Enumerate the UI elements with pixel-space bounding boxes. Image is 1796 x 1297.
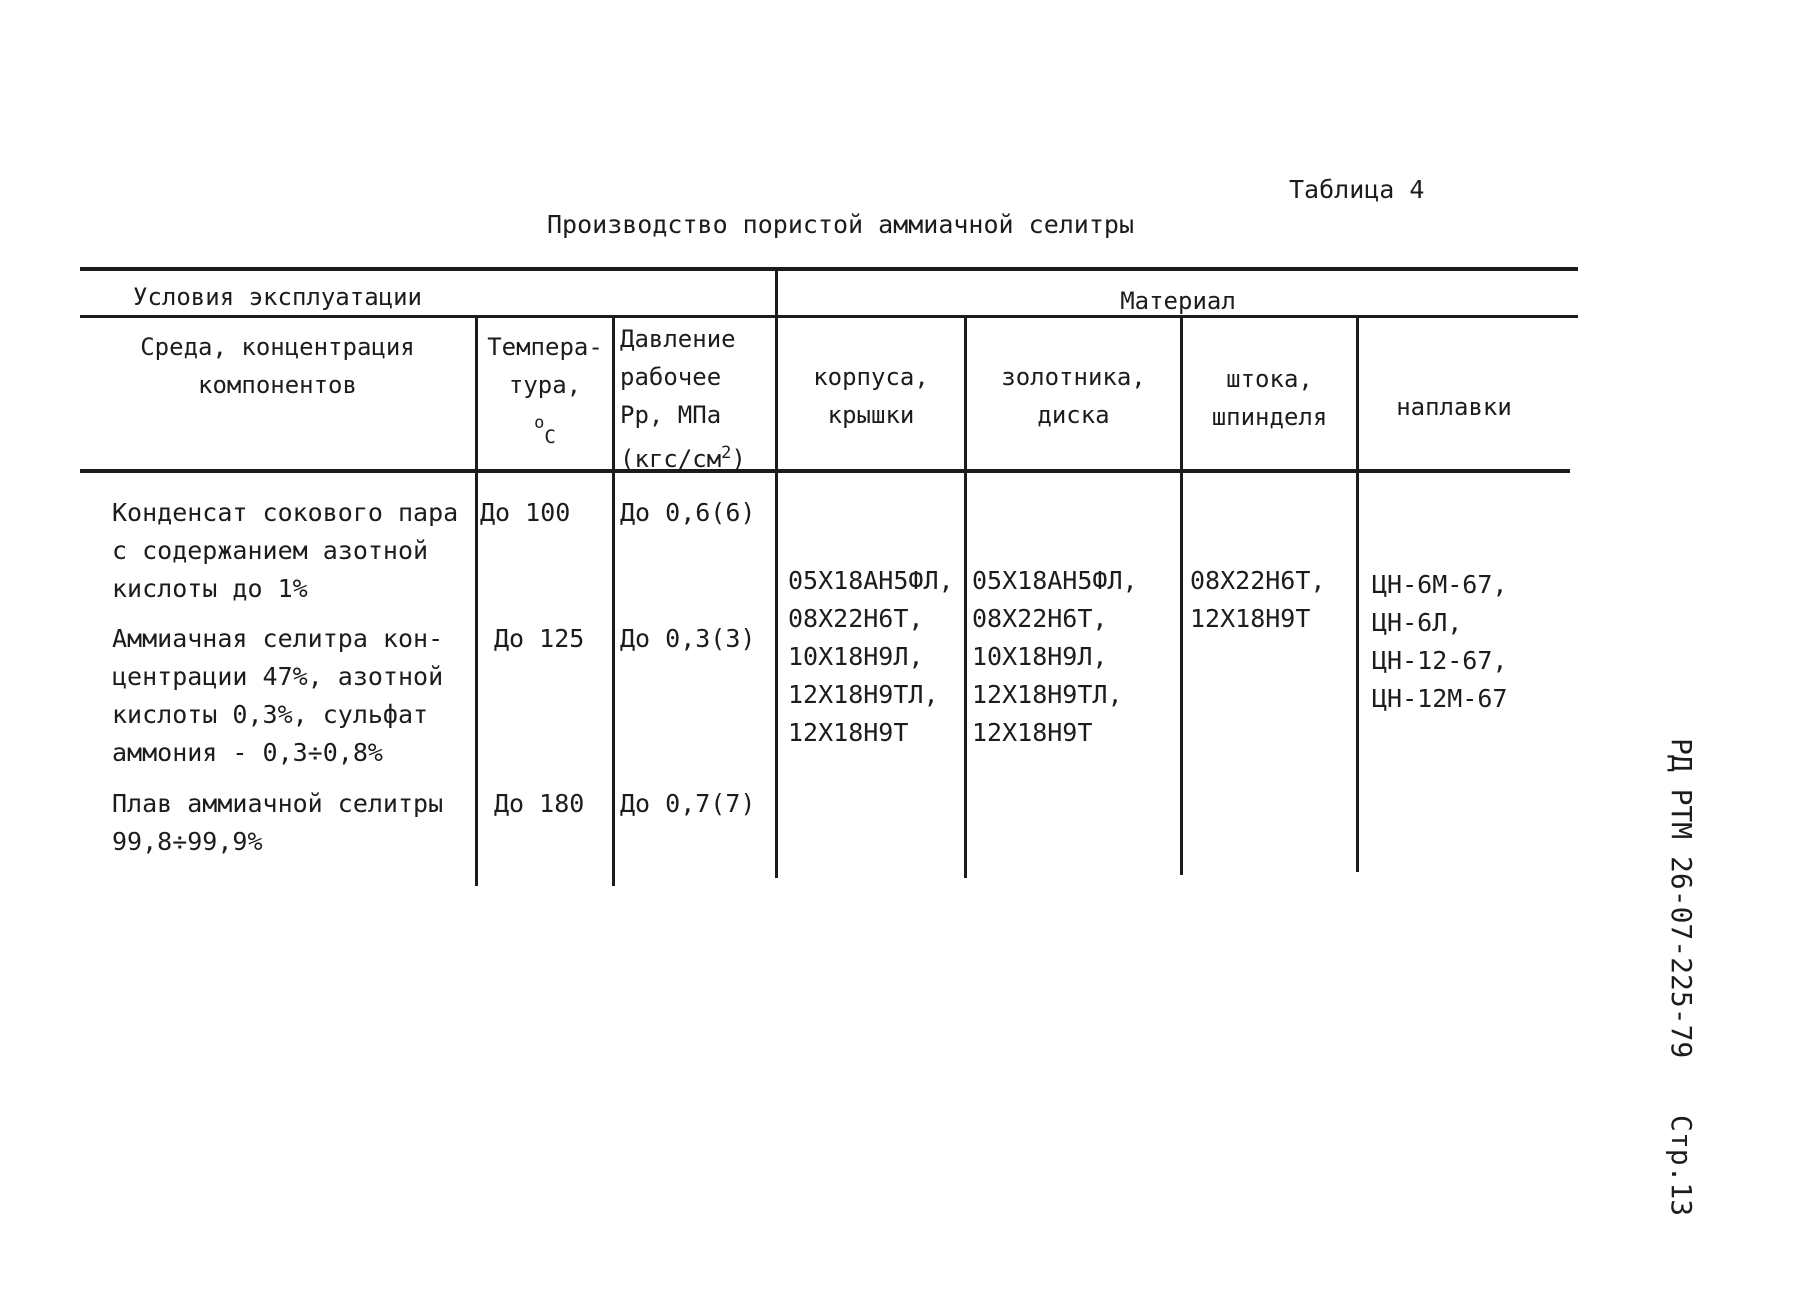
row1-medium: Конденсат сокового пара с содержанием азотной кислоты до 1% [112,498,459,603]
header-medium: Среда, концентрация компонентов [140,333,415,399]
row2-temperature: До 125 [494,624,585,653]
side-page-number: Стр.13 [1665,1115,1698,1217]
side-doc-number: РД РТМ 26-07-225-79 [1665,738,1698,1059]
row3-temperature: До 180 [494,789,585,818]
header-stem: штока, шпинделя [1211,365,1328,431]
header-temperature-cell [478,328,612,456]
header-pressure: Давление рабочее Рр, МПа $(кгс/см^2)$ [620,325,746,473]
header-spool: золотника, диска [1001,363,1146,429]
row3-medium: Плав аммиачной селитры 99,8÷99,9% [112,789,444,856]
header-overlay: наплавки [1396,393,1512,421]
header-temperature-unit [478,404,612,456]
degree-mark: о [534,413,545,433]
materials-overlay: ЦН-6М-67, ЦН-6Л, ЦН-12-67, ЦН-12М-67 [1372,570,1508,713]
materials-spool: 05Х18АН5ФЛ, 08Х22Н6Т, 10Х18Н9Л, 12Х18Н9ТЛ, 12Х18Н9Т [972,566,1138,747]
table-label: Таблица 4 [1289,175,1425,204]
celsius-mark: С [544,425,556,448]
row1-temperature: До 100 [480,498,571,527]
row3-pressure: До 0,7(7) [620,789,756,818]
pressure-exponent: 2 [721,443,732,463]
divider-temperature-pressure [612,318,615,886]
header-body: корпуса, крышки [813,363,929,429]
row1-pressure: До 0,6(6) [620,498,756,527]
header-conditions: Условия эксплуатации [133,283,422,311]
header-bottom-rule [80,469,1570,473]
materials-body: 05Х18АН5ФЛ, 08Х22Н6Т, 10Х18Н9Л, 12Х18Н9ТЛ, 12Х18Н9Т [788,566,954,747]
row2-pressure: До 0,3(3) [620,624,756,653]
row2-medium: Аммиачная селитра кон- центрации 47%, азотной кислоты 0,3%, сульфат аммония - 0,3÷0,8% [112,624,444,767]
header-temperature: Темпера- тура, [487,333,603,399]
header-material: Материал [1120,287,1236,315]
materials-stem: 08Х22Н6Т, 12Х18Н9Т [1190,566,1326,633]
table-top-rule [80,267,1578,271]
table-title: Производство пористой аммиачной селитры [547,210,1134,239]
